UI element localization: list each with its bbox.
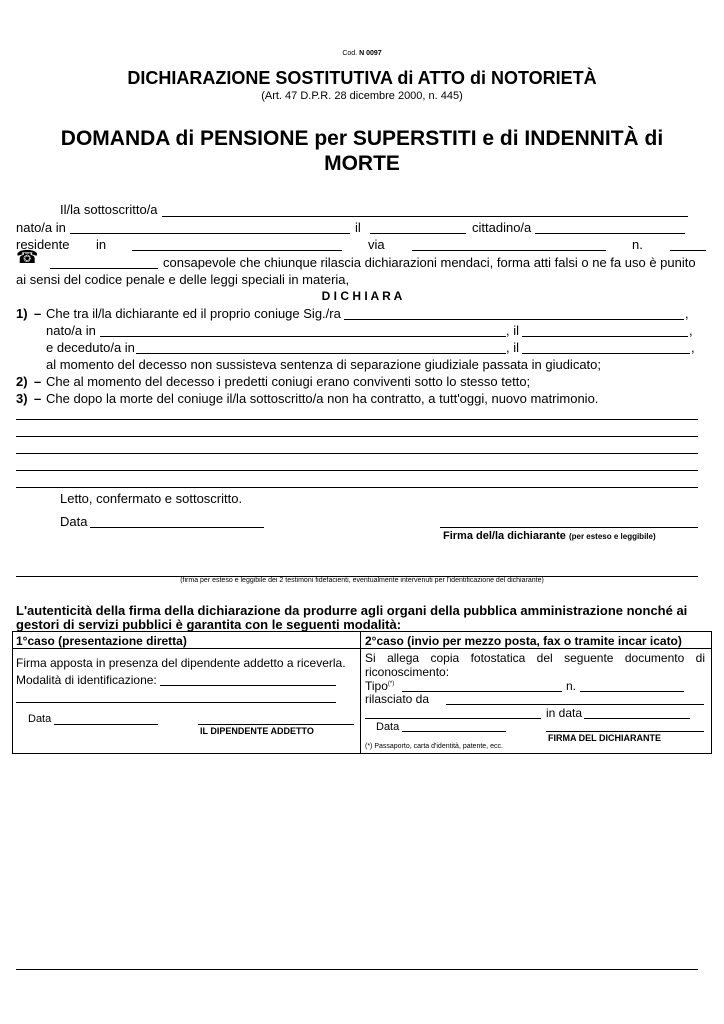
case2-number-label: n.: [566, 679, 577, 693]
case1-extra-line[interactable]: [16, 702, 336, 703]
undersigned-name-field[interactable]: [162, 216, 688, 217]
case2-type-text: Tipo: [365, 679, 388, 693]
citizen-label: cittadino/a: [472, 220, 532, 235]
case1-identification-label: Modalità di identificazione:: [16, 673, 157, 687]
spouse-deathdate-comma: ,: [691, 340, 695, 355]
authentication-table-column-divider: [360, 631, 361, 753]
blank-line-1[interactable]: [16, 419, 698, 420]
case1-date-label: Data: [28, 713, 52, 725]
case2-issuer-field[interactable]: [446, 704, 704, 705]
birthdate-label: il: [355, 220, 361, 235]
spouse-birthdate-label: , il: [506, 323, 519, 338]
blank-line-2[interactable]: [16, 436, 698, 437]
item3-text: Che dopo la morte del coniuge il/la sottoscritto/a non ha contratto, a tutt'oggi, nuovo matrimonio.: [46, 391, 599, 406]
case1-identification-field[interactable]: [160, 685, 336, 686]
form-code-number: N 0097: [359, 50, 382, 57]
case2-footnote-marker: (*): [387, 681, 395, 687]
signature-label: Firma del/la dichiarante: [443, 530, 566, 542]
case2-title: 2°caso (invio per mezzo posta, fax o tramite incar icato): [365, 634, 682, 648]
spouse-birthdate-field[interactable]: [522, 336, 688, 337]
case2-signature-label: FIRMA DEL DICHIARANTE: [548, 733, 661, 743]
born-in-label: nato/a in: [16, 220, 66, 235]
item3-dash: –: [34, 391, 42, 406]
case1-line1: Firma apposta in presenza del dipendente addetto a riceverla.: [16, 656, 346, 670]
case2-date-field[interactable]: [402, 731, 506, 732]
date-label: Data: [60, 514, 88, 529]
item1-text: Che tra il/la dichiarante ed il proprio coniuge Sig./ra: [46, 306, 341, 321]
main-title-line2: MORTE: [324, 152, 400, 175]
case2-number-field[interactable]: [580, 691, 684, 692]
case2-signature-field[interactable]: [546, 731, 704, 732]
statement-line1: consapevole che chiunque rilascia dichiarazioni mendaci, forma atti falsi o ne fa uso è punito: [163, 255, 696, 270]
statement-line2: ai sensi del codice penale e delle leggi speciali in materia,: [16, 272, 350, 287]
spouse-deathdate-label: , il: [506, 340, 519, 355]
street-field[interactable]: [412, 250, 606, 251]
form-code: [0, 50, 724, 57]
blank-line-4[interactable]: [16, 470, 698, 471]
signature-caption: [443, 530, 656, 542]
item1-dash: –: [34, 306, 42, 321]
citizenship-field[interactable]: [535, 233, 685, 234]
spouse-died-label: e deceduto/a in: [46, 340, 135, 355]
case2-issuer-extra-field[interactable]: [365, 718, 541, 719]
spouse-born-label: nato/a in: [46, 323, 96, 338]
case2-issue-date-field[interactable]: [584, 718, 690, 719]
residence-city-field[interactable]: [132, 250, 342, 251]
spouse-birthplace-field[interactable]: [100, 336, 506, 337]
item1-number: 1): [16, 306, 28, 321]
declaration-heading: D I C H I A R A: [321, 289, 403, 303]
case2-line2: riconoscimento:: [365, 665, 450, 679]
signature-note: (per esteso e leggibile): [568, 532, 656, 541]
document-title: DICHIARAZIONE SOSTITUTIVA di ATTO di NOTORIETÀ: [127, 68, 597, 88]
bottom-rule: [16, 969, 698, 970]
case2-issued-label: rilasciato da: [365, 692, 430, 706]
blank-line-3[interactable]: [16, 453, 698, 454]
via-label: via: [368, 237, 385, 252]
case1-title: 1°caso (presentazione diretta): [16, 634, 187, 648]
phone-field[interactable]: [50, 268, 158, 269]
document-subtitle: (Art. 47 D.P.R. 28 dicembre 2000, n. 445): [261, 90, 463, 102]
read-confirmed-text: Letto, confermato e sottoscritto.: [60, 491, 243, 506]
item3-number: 3): [16, 391, 28, 406]
item2-dash: –: [34, 374, 42, 389]
spouse-deathdate-field[interactable]: [522, 353, 690, 354]
authentication-intro-line2: gestori di servizi pubblici è garantita con le seguenti modalità:: [16, 617, 402, 632]
witness-note: (firma per esteso e leggibile dei 2 testimoni fidefacienti, eventualmente intervenuti per l'identificazione del dichiarante): [180, 577, 544, 584]
spouse-birthdate-comma: ,: [689, 323, 693, 338]
item1-end: al momento del decesso non sussisteva sentenza di separazione giudiziale passata in giudicato;: [46, 357, 602, 372]
phone-icon: ☎: [16, 247, 39, 267]
blank-line-5[interactable]: [16, 487, 698, 488]
authentication-intro-line1: L'autenticità della firma della dichiarazione da produrre agli organi della pubblica amministrazione nonché ai: [16, 603, 688, 618]
street-number-field[interactable]: [670, 250, 706, 251]
signature-field[interactable]: [440, 527, 698, 528]
resident-label: residente: [16, 237, 70, 252]
street-number-label: n.: [632, 237, 643, 252]
case1-signature-label: IL DIPENDENTE ADDETTO: [200, 726, 314, 736]
item2-number: 2): [16, 374, 28, 389]
birthdate-field[interactable]: [370, 233, 466, 234]
case2-footnote: (*) Passaporto, carta d'identità, patente, ecc.: [365, 743, 503, 750]
item1-comma: ,: [685, 306, 689, 321]
item2-text: Che al momento del decesso i predetti coniugi erano conviventi sotto lo stesso tetto;: [46, 374, 531, 389]
resident-in-label: in: [96, 237, 107, 252]
undersigned-label: Il/la sottoscritto/a: [60, 202, 158, 217]
case2-issue-date-label: in data: [546, 706, 583, 720]
case1-date-field[interactable]: [54, 724, 158, 725]
main-title-line1: DOMANDA di PENSIONE per SUPERSTITI e di INDENNITÀ di: [60, 127, 664, 150]
form-code-prefix: Cod.: [342, 50, 358, 57]
case2-type-label: [365, 679, 394, 693]
date-field[interactable]: [90, 527, 264, 528]
case1-signature-field[interactable]: [198, 724, 354, 725]
authentication-table-header-divider: [12, 648, 712, 649]
case2-date-label: Data: [376, 721, 400, 733]
case2-line1: Si allega copia fotostatica del seguente documento di: [365, 651, 705, 665]
birthplace-field[interactable]: [70, 233, 350, 234]
spouse-deathplace-field[interactable]: [136, 353, 506, 354]
spouse-name-field[interactable]: [344, 319, 684, 320]
